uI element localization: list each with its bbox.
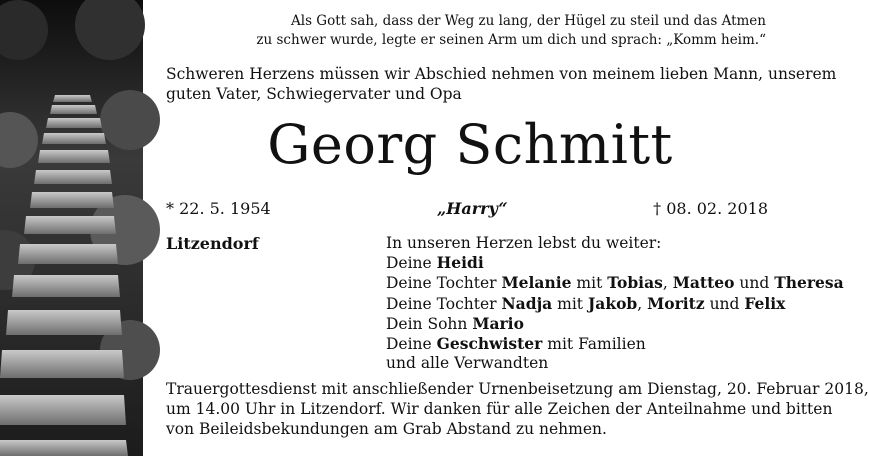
place-name: Litzendorf — [166, 234, 259, 253]
mourners-list — [386, 234, 844, 373]
intro-line-1: Schweren Herzens müssen wir Abschied nehmen von meinem lieben Mann, unserem — [166, 65, 837, 83]
mourners-line: und alle Verwandten — [386, 354, 549, 373]
announcement-intro — [166, 64, 836, 104]
deceased-name: Georg Schmitt — [267, 113, 673, 176]
mourners-line: In unseren Herzen lebst du weiter: — [386, 234, 662, 252]
mourners-line: Deine Heidi — [386, 253, 484, 273]
epitaph-quote — [256, 12, 766, 50]
nickname: „Harry“ — [437, 199, 508, 218]
quote-line-1: Als Gott sah, dass der Weg zu lang, der Hügel zu steil und das Atmen — [291, 13, 766, 29]
death-date: † 08. 02. 2018 — [653, 199, 768, 218]
service-line-1: Trauergottesdienst mit anschließender Urnenbeisetzung am Dienstag, 20. Februar 2018, — [166, 380, 869, 398]
birth-date: * 22. 5. 1954 — [166, 199, 271, 218]
service-line-2: um 14.00 Uhr in Litzendorf. Wir danken für alle Zeichen der Anteilnahme und bitten — [166, 400, 833, 418]
service-line-3: von Beileidsbekundungen am Grab Abstand zu nehmen. — [166, 420, 607, 438]
intro-line-2: guten Vater, Schwiegervater und Opa — [166, 85, 462, 103]
stone-steps-photo — [0, 0, 143, 456]
service-info — [166, 379, 869, 439]
quote-line-2: zu schwer wurde, legte er seinen Arm um dich und sprach: „Komm heim.“ — [256, 32, 766, 48]
mourners-line: Dein Sohn Mario — [386, 313, 524, 333]
mourners-line: Deine Tochter Melanie mit Tobias, Matteo und Theresa — [386, 273, 844, 293]
mourners-line: Deine Tochter Nadja mit Jakob, Moritz und Felix — [386, 293, 786, 313]
mourners-line: Deine Geschwister mit Familien — [386, 334, 646, 354]
